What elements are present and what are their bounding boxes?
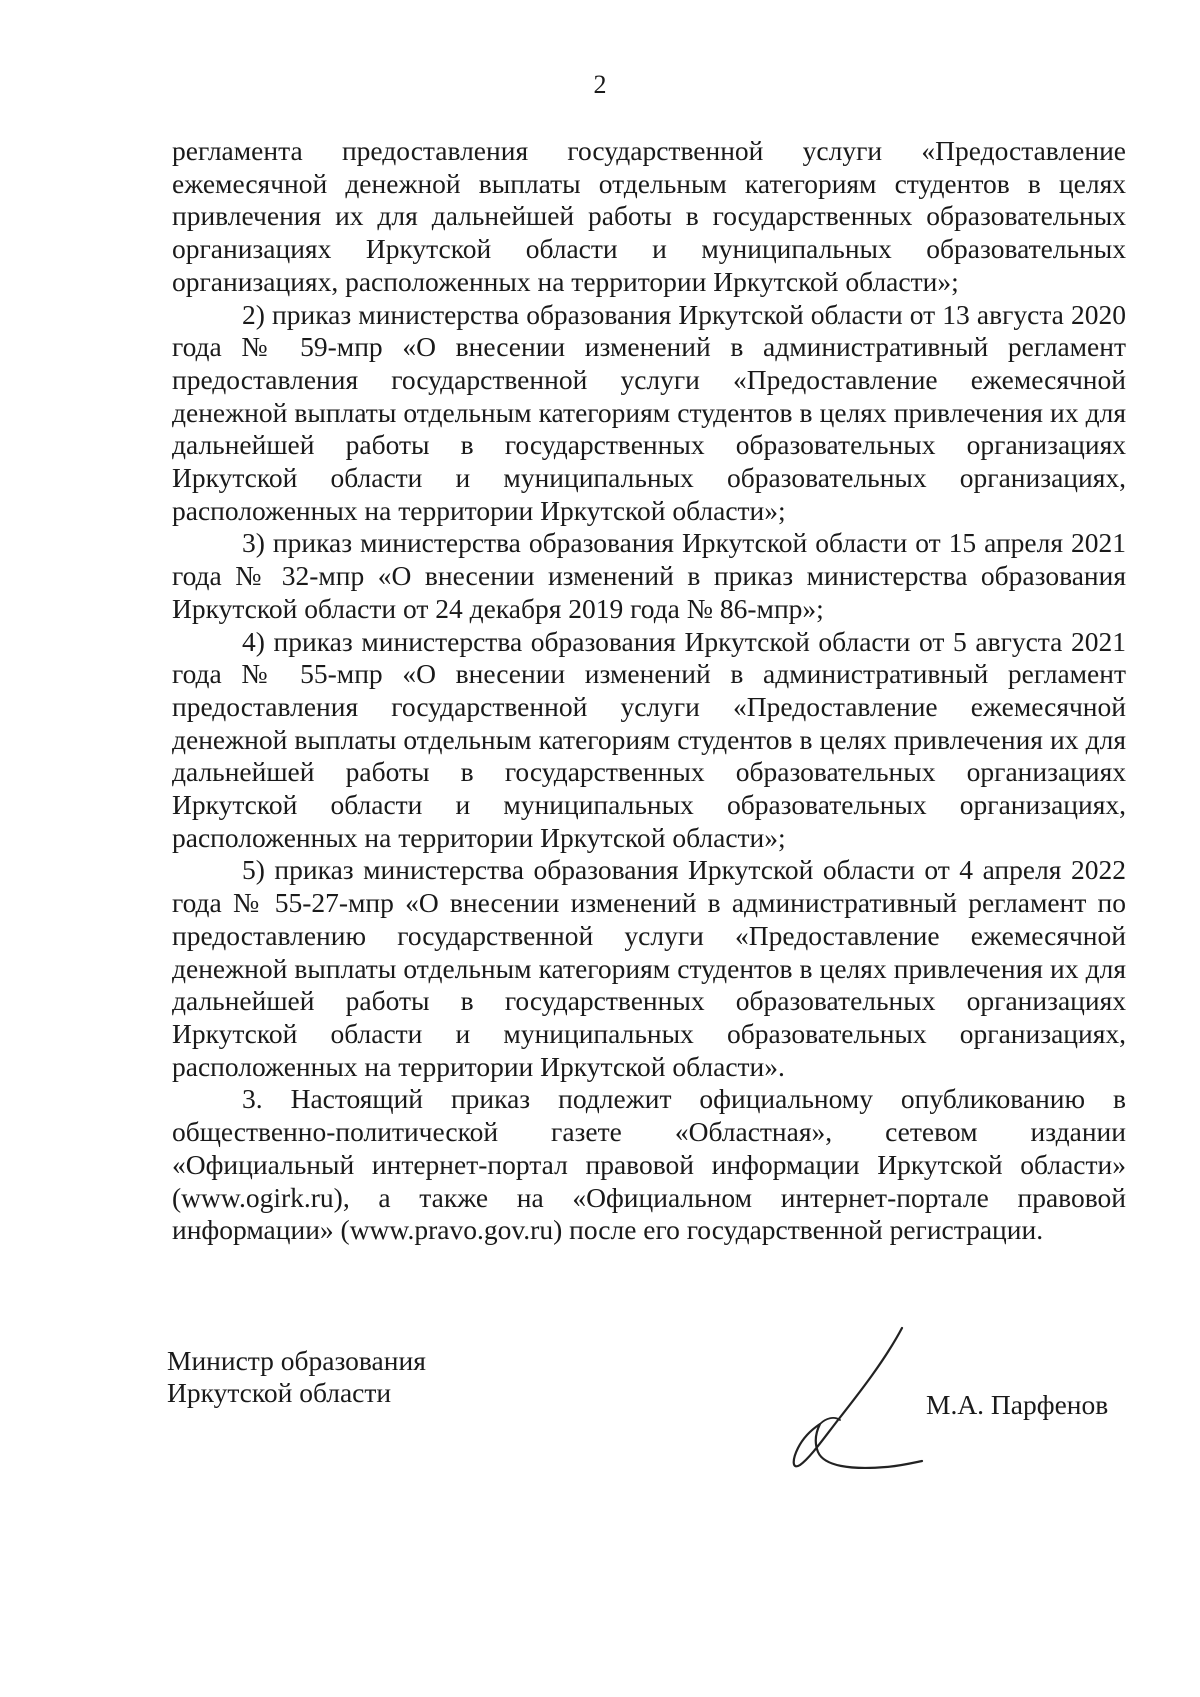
paragraph-publication: 3. Настоящий приказ подлежит официальному опубликованию в общественно-политической газете «Областная», сетевом издании «Официальный интернет-портал правовой информации Иркутской области» (www.ogirk.ru), а также на «Официальном интернет-портале правовой информации» (www.pravo.gov.ru) после его государственной регистрации. (172, 1083, 1126, 1246)
page-number: 2 (593, 70, 607, 99)
signatory-position-line-1: Министр образования (167, 1345, 426, 1376)
signatory-position (167, 1345, 426, 1409)
document-body (172, 135, 1126, 1247)
paragraph-regulation-continuation: регламента предоставления государственной услуги «Предоставление ежемесячной денежной выплаты отдельным категориям студентов в целях привлечения их для дальнейшей работы в государственных образовательных организациях Иркутской области и муниципальных образовательных организациях, расположенных на территории Иркутской области»; (172, 135, 1126, 297)
handwritten-signature-icon (790, 1320, 930, 1475)
paragraph-item-2: 2) приказ министерства образования Иркутской области от 13 августа 2020 года № 59-мпр «О внесении изменений в административный регламент предоставления государственной услуги «Предоставление ежемесячной денежной выплаты отдельным категориям студентов в целях привлечения их для дальнейшей работы в государственных образовательных организациях Иркутской области и муниципальных образовательных организациях, расположенных на территории Иркутской области»; (172, 298, 1126, 526)
paragraph-item-3: 3) приказ министерства образования Иркутской области от 15 апреля 2021 года № 32-мпр «О внесении изменений в приказ министерства образования Иркутской области от 24 декабря 2019 года № 86-мпр»; (172, 527, 1126, 624)
paragraph-item-5: 5) приказ министерства образования Иркутской области от 4 апреля 2022 года № 55-27-мпр «О внесении изменений в административный регламент по предоставлению государственной услуги «Предоставление ежемесячной денежной выплаты отдельным категориям студентов в целях привлечения их для дальнейшей работы в государственных образовательных организациях Иркутской области и муниципальных образовательных организациях, расположенных на территории Иркутской области». (172, 854, 1126, 1082)
paragraph-item-4: 4) приказ министерства образования Иркутской области от 5 августа 2021 года № 55-мпр «О внесении изменений в административный регламент предоставления государственной услуги «Предоставление ежемесячной денежной выплаты отдельным категориям студентов в целях привлечения их для дальнейшей работы в государственных образовательных организациях Иркутской области и муниципальных образовательных организациях, расположенных на территории Иркутской области»; (172, 625, 1126, 853)
signatory-position-line-2: Иркутской области (167, 1377, 392, 1408)
signatory-name: М.А. Парфенов (926, 1389, 1109, 1420)
